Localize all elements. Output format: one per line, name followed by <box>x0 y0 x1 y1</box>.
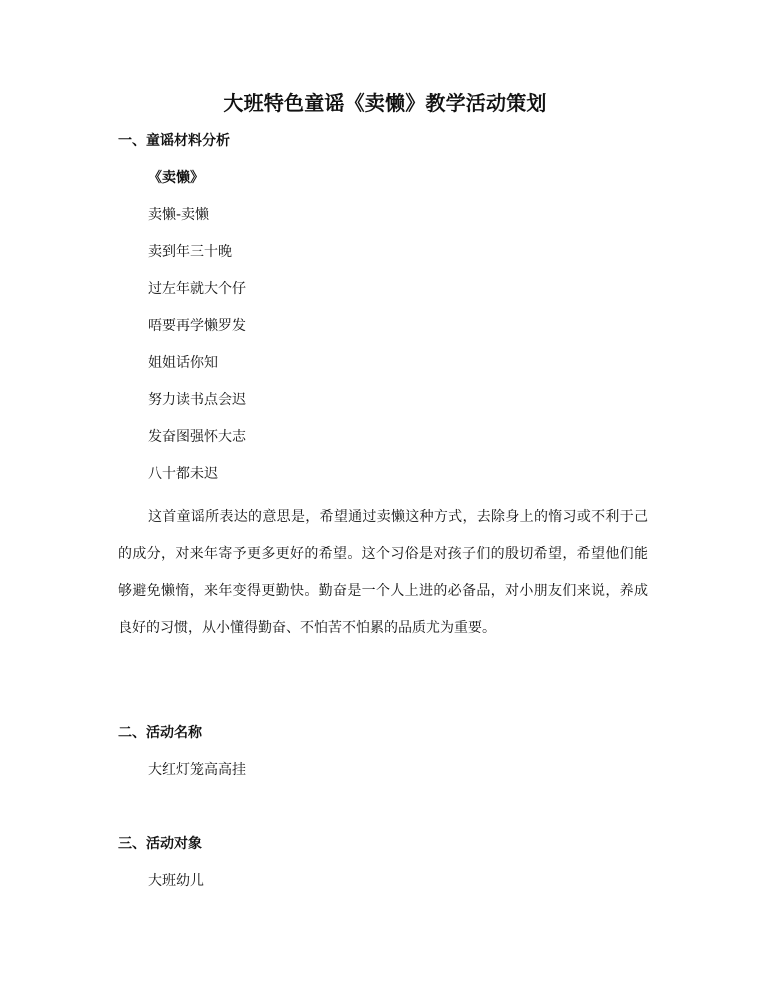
activity-target-value: 大班幼儿 <box>148 873 204 889</box>
analysis-paragraph: 这首童谣所表达的意思是，希望通过卖懒这种方式，去除身上的惰习或不利于己的成分，对来年寄予更多更好的希望。这个习俗是对孩子们的殷切希望，希望他们能够避免懒惰，来年变得更勤快。勤奋是一个人上进的必备品，对小朋友们来说，养成良好的习惯，从小懂得勤奋、不怕苦不怕累的品质尤为重要。 <box>118 509 648 636</box>
song-title: 《卖懒》 <box>148 170 204 186</box>
lyric-line: 过左年就大个仔 <box>148 281 246 297</box>
section-heading-activity-target: 三、活动对象 <box>118 836 202 852</box>
section-heading-material-analysis: 一、童谣材料分析 <box>118 133 230 149</box>
lyric-line: 努力读书点会迟 <box>148 392 246 408</box>
lyric-line: 八十都未迟 <box>148 466 218 482</box>
lyric-line: 卖懒-卖懒 <box>148 207 210 223</box>
document-title: 大班特色童谣《卖懒》教学活动策划 <box>223 91 547 115</box>
lyric-line: 发奋图强怀大志 <box>148 429 246 445</box>
lyric-line: 姐姐话你知 <box>148 355 218 371</box>
activity-name-value: 大红灯笼高高挂 <box>148 762 246 778</box>
section-heading-activity-name: 二、活动名称 <box>118 725 202 741</box>
lyric-line: 卖到年三十晚 <box>148 244 232 260</box>
lyric-line: 唔要再学懒罗发 <box>148 318 246 334</box>
